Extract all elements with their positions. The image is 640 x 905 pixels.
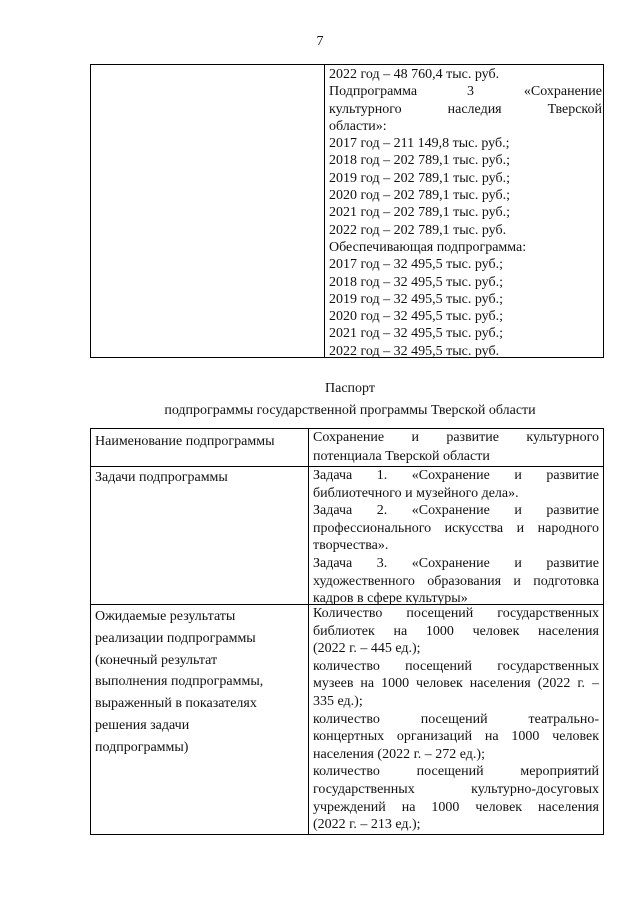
text-line: культурного наследия Тверской xyxy=(329,101,602,117)
text-line: Задача 3. «Сохранение и развитие xyxy=(313,555,599,571)
text-line: реализации подпрограммы xyxy=(95,630,256,646)
text-line: 2020 год – 32 495,5 тыс. руб.; xyxy=(329,309,503,325)
text-line: выполнения подпрограммы, xyxy=(95,674,264,690)
text-line: потенциала Тверской области xyxy=(313,448,490,464)
text-line: 2022 год – 48 760,4 тыс. руб. xyxy=(329,67,500,82)
value-subprogram-name xyxy=(313,429,599,466)
label-subprogram-name: Наименование подпрограммы xyxy=(95,434,275,449)
passport-table xyxy=(90,428,604,835)
text-line: учреждений на 1000 человек населения xyxy=(313,799,599,815)
text-line: 2018 год – 202 789,1 тыс. руб.; xyxy=(329,153,510,169)
text-line: 2017 год – 211 149,8 тыс. руб.; xyxy=(329,136,510,152)
label-expected-results xyxy=(95,606,305,759)
heading-subtitle: подпрограммы государственной программы Тверской области xyxy=(164,403,536,418)
column-divider xyxy=(324,65,325,357)
value-expected-results xyxy=(313,605,599,834)
text-line: 2019 год – 32 495,5 тыс. руб.; xyxy=(329,291,503,307)
text-line: Ожидаемые результаты xyxy=(95,609,236,624)
text-line: Задача 2. «Сохранение и развитие xyxy=(313,503,599,519)
text-line: решения задачи xyxy=(95,717,190,733)
text-line: Подпрограмма 3 «Сохранение xyxy=(329,84,602,100)
text-line: количество посещений театрально- xyxy=(313,711,599,727)
text-line: области»: xyxy=(329,118,387,134)
text-line: 2022 год – 32 495,5 тыс. руб. xyxy=(329,343,500,359)
text-line: (2022 г. – 445 ед.); xyxy=(313,641,421,657)
label-subprogram-tasks: Задачи подпрограммы xyxy=(95,470,228,485)
text-line: Сохранение и развитие культурного xyxy=(313,430,599,445)
page-number: 7 xyxy=(316,34,324,49)
text-line: концертных организаций на 1000 человек xyxy=(313,729,599,745)
text-line: 2020 год – 202 789,1 тыс. руб.; xyxy=(329,188,510,204)
text-line: Задача 1. «Сохранение и развитие xyxy=(313,468,599,483)
text-line: 2021 год – 202 789,1 тыс. руб.; xyxy=(329,205,510,221)
text-line: 2019 год – 202 789,1 тыс. руб.; xyxy=(329,170,510,186)
text-line: выраженный в показателях xyxy=(95,696,257,712)
text-line: 2017 год – 32 495,5 тыс. руб.; xyxy=(329,257,503,273)
heading-title: Паспорт xyxy=(325,381,375,396)
text-line: количество посещений государственных xyxy=(313,658,599,674)
text-line: кадров в сфере культуры» xyxy=(313,591,468,607)
passport-heading xyxy=(0,378,640,422)
text-line: художественного образования и подготовка xyxy=(313,573,599,589)
text-line: количество посещений мероприятий xyxy=(313,764,599,780)
text-line: профессионального искусства и народного xyxy=(313,520,599,536)
text-line: населения (2022 г. – 272 ед.); xyxy=(313,746,485,762)
financing-table xyxy=(90,64,604,358)
text-line: библиотечного и музейного дела». xyxy=(313,485,519,501)
text-line: 2022 год – 202 789,1 тыс. руб. xyxy=(329,222,507,238)
text-line: 2021 год – 32 495,5 тыс. руб.; xyxy=(329,326,503,342)
text-line: Количество посещений государственных xyxy=(313,606,599,621)
text-line: (конечный результат xyxy=(95,652,218,668)
text-line: 2018 год – 32 495,5 тыс. руб.; xyxy=(329,274,503,290)
text-line: 335 ед.); xyxy=(313,693,363,709)
text-line: подпрограммы) xyxy=(95,739,189,755)
text-line: творчества». xyxy=(313,538,389,554)
text-line: Обеспечивающая подпрограмма: xyxy=(329,239,527,255)
value-subprogram-tasks xyxy=(313,467,599,608)
text-line: библиотек на 1000 человек населения xyxy=(313,623,599,639)
column-divider xyxy=(308,429,309,834)
text-line: музеев на 1000 человек населения (2022 г. – xyxy=(313,676,599,692)
text-line: (2022 г. – 213 ед.); xyxy=(313,817,421,833)
financing-cell xyxy=(329,66,602,360)
text-line: государственных культурно-досуговых xyxy=(313,781,599,797)
